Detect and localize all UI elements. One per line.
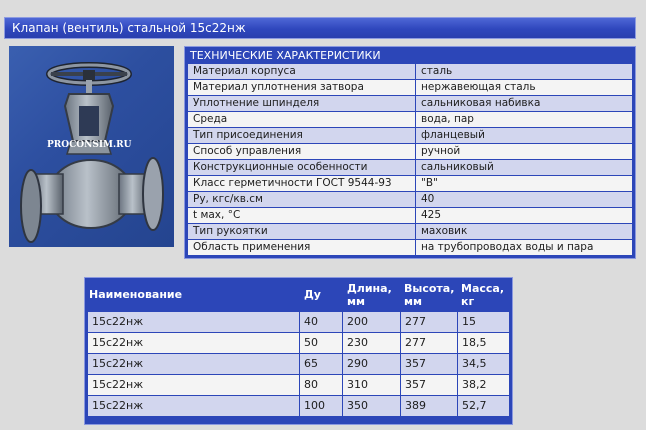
spec-row — [188, 240, 632, 256]
page-title: Клапан (вентиль) стальной 15с22нж — [4, 17, 636, 39]
table-cell: 40 — [300, 312, 342, 332]
spec-key: Уплотнение шпинделя — [188, 96, 415, 111]
table-cell: 18,5 — [458, 333, 509, 353]
column-header — [343, 278, 400, 312]
table-cell: 310 — [343, 375, 400, 395]
column-header — [400, 278, 457, 312]
spec-row — [188, 128, 632, 144]
spec-value: на трубопроводах воды и пара — [416, 240, 632, 255]
table-cell: 15 — [458, 312, 509, 332]
specs-rows — [185, 64, 635, 256]
spec-value: 40 — [416, 192, 632, 207]
spec-value: маховик — [416, 224, 632, 239]
spec-row — [188, 176, 632, 192]
spec-row — [188, 80, 632, 96]
table-cell: 52,7 — [458, 396, 509, 416]
spec-value: ручной — [416, 144, 632, 159]
table-row — [88, 333, 509, 354]
table-cell: 200 — [343, 312, 400, 332]
spec-key: Ру, кгс/кв.см — [188, 192, 415, 207]
column-header-line: кг — [461, 295, 475, 308]
table-row — [88, 375, 509, 396]
table-cell: 389 — [401, 396, 457, 416]
table-cell: 15с22нж — [88, 312, 299, 332]
column-header — [457, 278, 512, 312]
table-cell: 34,5 — [458, 354, 509, 374]
spec-key: t мах, °С — [188, 208, 415, 223]
table-cell: 80 — [300, 375, 342, 395]
table-cell: 290 — [343, 354, 400, 374]
column-header — [300, 278, 343, 312]
spec-key: Способ управления — [188, 144, 415, 159]
column-header-line: Высота, — [404, 282, 455, 295]
spec-row — [188, 160, 632, 176]
spec-row — [188, 224, 632, 240]
spec-row — [188, 112, 632, 128]
spec-row — [188, 64, 632, 80]
sizes-table — [84, 277, 513, 425]
spec-value: 425 — [416, 208, 632, 223]
table-cell: 100 — [300, 396, 342, 416]
column-header-line: Наименование — [89, 288, 183, 301]
table-cell: 230 — [343, 333, 400, 353]
spec-key: Материал уплотнения затвора — [188, 80, 415, 95]
table-cell: 15с22нж — [88, 333, 299, 353]
spec-value: фланцевый — [416, 128, 632, 143]
spec-key: Материал корпуса — [188, 64, 415, 79]
table-row — [88, 312, 509, 333]
table-cell: 65 — [300, 354, 342, 374]
sizes-header — [85, 278, 512, 312]
table-cell: 357 — [401, 354, 457, 374]
spec-key: Тип присоединения — [188, 128, 415, 143]
table-cell: 350 — [343, 396, 400, 416]
spec-key: Область применения — [188, 240, 415, 255]
spec-value: сальниковый — [416, 160, 632, 175]
specs-table — [184, 46, 636, 259]
spec-key: Класс герметичности ГОСТ 9544-93 — [188, 176, 415, 191]
spec-value: сальниковая набивка — [416, 96, 632, 111]
table-cell: 15с22нж — [88, 354, 299, 374]
spec-value: "В" — [416, 176, 632, 191]
spec-key: Среда — [188, 112, 415, 127]
table-row — [88, 354, 509, 375]
spec-row — [188, 144, 632, 160]
table-cell: 15с22нж — [88, 375, 299, 395]
table-cell: 357 — [401, 375, 457, 395]
specs-heading: ТЕХНИЧЕСКИЕ ХАРАКТЕРИСТИКИ — [190, 49, 381, 62]
valve-photo — [9, 46, 174, 247]
column-header-line: Длина, — [347, 282, 392, 295]
column-header — [85, 278, 300, 312]
table-cell: 15с22нж — [88, 396, 299, 416]
table-cell: 277 — [401, 312, 457, 332]
spec-value: сталь — [416, 64, 632, 79]
spec-value: вода, пар — [416, 112, 632, 127]
column-header-line: мм — [347, 295, 365, 308]
column-header-line: Ду — [304, 288, 321, 301]
spec-key: Конструкционные особенности — [188, 160, 415, 175]
spec-row — [188, 192, 632, 208]
column-header-line: мм — [404, 295, 422, 308]
spec-key: Тип рукоятки — [188, 224, 415, 239]
table-row — [88, 396, 509, 417]
spec-value: нержавеющая сталь — [416, 80, 632, 95]
watermark: PROCONSIM.RU — [47, 140, 132, 150]
spec-row — [188, 208, 632, 224]
table-cell: 38,2 — [458, 375, 509, 395]
column-header-line: Масса, — [461, 282, 505, 295]
sizes-rows — [85, 312, 512, 417]
spec-row — [188, 96, 632, 112]
table-cell: 50 — [300, 333, 342, 353]
table-cell: 277 — [401, 333, 457, 353]
